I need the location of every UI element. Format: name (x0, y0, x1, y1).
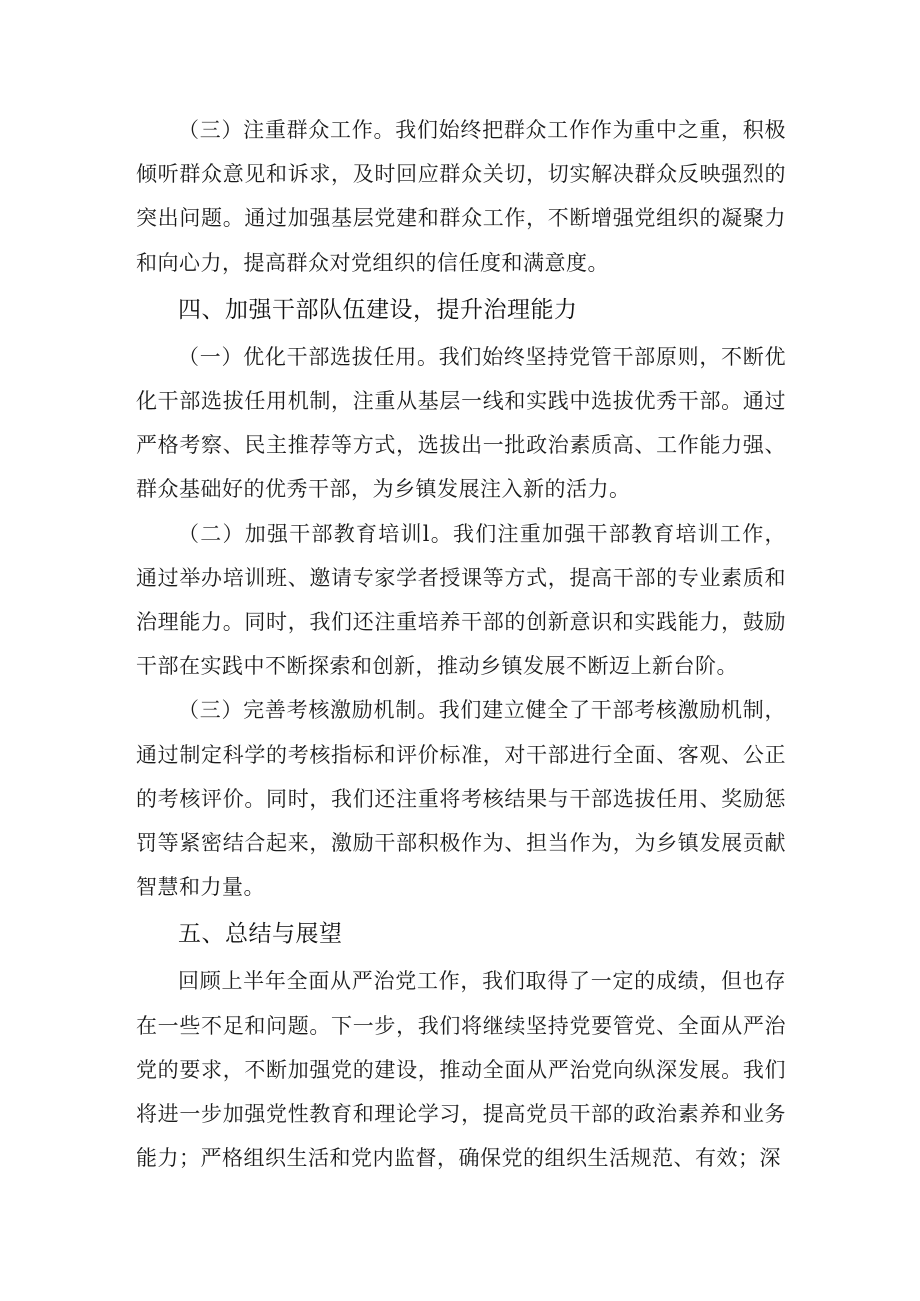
paragraph-assessment-incentive: （三）完善考核激励机制。我们建立健全了干部考核激励机制，通过制定科学的考核指标和评价标准，对干部进行全面、客观、公正的考核评价。同时，我们还注重将考核结果与干部选拔任用、奖励惩罚等紧密结合起来，激励干部积极作为、担当作为，为乡镇发展贡献智慧和力量。 (136, 698, 786, 900)
paragraph-mass-work: （三）注重群众工作。我们始终把群众工作作为重中之重，积极倾听群众意见和诉求，及时回应群众关切，切实解决群众反映强烈的突出问题。通过加强基层党建和群众工作，不断增强党组织的凝聚力和向心力，提高群众对党组织的信任度和满意度。 (136, 118, 786, 275)
paragraph-cadre-selection: （一）优化干部选拔任用。我们始终坚持党管干部原则，不断优化干部选拔任用机制，注重从基层一线和实践中选拔优秀干部。通过严格考察、民主推荐等方式，选拔出一批政治素质高、工作能力强、群众基础好的优秀干部，为乡镇发展注入新的活力。 (136, 344, 786, 502)
section-heading-summary-outlook: 五、总结与展望 (178, 921, 343, 948)
document-body (136, 108, 786, 1180)
paragraph-review: 回顾上半年全面从严治党工作，我们取得了一定的成绩，但也存在一些不足和问题。下一步，我们将继续坚持党要管党、全面从严治党的要求，不断加强党的建设，推动全面从严治党向纵深发展。我们将进一步加强党性教育和理论学习，提高党员干部的政治素养和业务能力；严格组织生活和党内监督，确保党的组织生活规范、有效；深 (136, 969, 786, 1171)
section-heading-cadre-team: 四、加强干部队伍建设，提升治理能力 (178, 296, 578, 323)
paragraph-cadre-training: （二）加强干部教育培训l。我们注重加强干部教育培训工作，通过举办培训班、邀请专家学者授课等方式，提高干部的专业素质和治理能力。同时，我们还注重培养干部的创新意识和实践能力，鼓励干部在实践中不断探索和创新，推动乡镇发展不断迈上新台阶。 (136, 521, 786, 679)
